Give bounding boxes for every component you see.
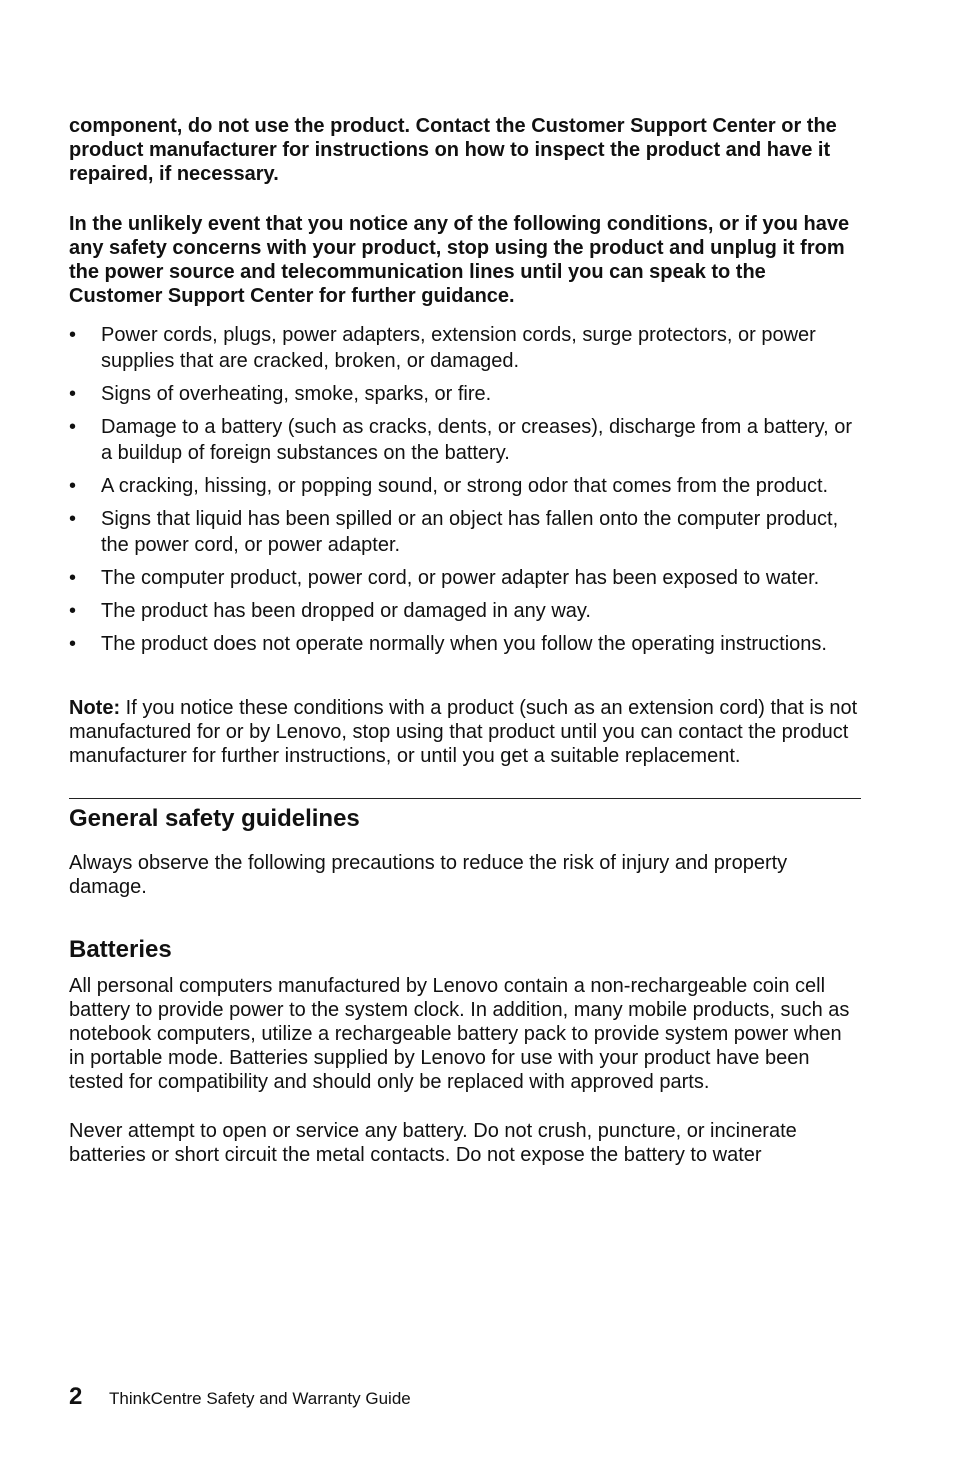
list-item — [69, 631, 861, 657]
list-item — [69, 506, 861, 558]
conditions-list — [69, 322, 861, 657]
page-footer — [69, 1383, 411, 1411]
list-item-text: Signs that liquid has been spilled or an object has fallen onto the computer product, the power cord, or power adapter. — [101, 508, 839, 556]
list-item — [69, 598, 861, 624]
bullet-icon: • — [69, 324, 77, 346]
batteries-paragraph-1: All personal computers manufactured by Lenovo contain a non-rechargeable coin cell battery to provide power to the system clock. In addition, many mobile products, such as notebook computers, utilize a rechargeable battery pack to provide system power when in portable mode. Batteries supplied by Lenovo for use with your product have been tested for compatibility and should only be replaced with approved parts. — [69, 975, 850, 1093]
bullet-icon: • — [69, 475, 77, 497]
bullet-icon: • — [69, 383, 77, 405]
note-text: If you notice these conditions with a product (such as an extension cord) that is not manufactured for or by Lenovo, stop using that product until you can contact the product manufacturer for further instructions, or until you get a suitable replacement. — [69, 697, 858, 767]
general-safety-heading: General safety guidelines — [69, 805, 360, 832]
list-item-text: The computer product, power cord, or power adapter has been exposed to water. — [101, 567, 820, 589]
intro-paragraph-1: component, do not use the product. Contact the Customer Support Center or the product manufacturer for instructions on how to inspect the product and have it repaired, if necessary. — [69, 115, 837, 185]
list-item — [69, 414, 861, 466]
list-item-text: Power cords, plugs, power adapters, extension cords, surge protectors, or power supplies that are cracked, broken, or damaged. — [101, 324, 816, 372]
list-item-text: Damage to a battery (such as cracks, dents, or creases), discharge from a battery, or a buildup of foreign substances on the battery. — [101, 416, 853, 464]
page-number: 2 — [69, 1383, 83, 1410]
bullet-icon: • — [69, 633, 77, 655]
note-paragraph — [69, 696, 861, 768]
note-label: Note: — [69, 697, 121, 719]
list-item-text: A cracking, hissing, or popping sound, or strong odor that comes from the product. — [101, 475, 829, 497]
bullet-icon: • — [69, 416, 77, 438]
batteries-heading: Batteries — [69, 936, 172, 963]
list-item — [69, 565, 861, 591]
list-item — [69, 322, 861, 374]
list-item — [69, 381, 861, 407]
list-item-text: The product does not operate normally when you follow the operating instructions. — [101, 633, 827, 655]
intro-paragraph-2: In the unlikely event that you notice any of the following conditions, or if you have any safety concerns with your product, stop using the product and unplug it from the power source and telecommunication lines until you can speak to the Customer Support Center for further guidance. — [69, 213, 850, 307]
general-safety-text: Always observe the following precautions to reduce the risk of injury and property damage. — [69, 852, 788, 898]
document-title: ThinkCentre Safety and Warranty Guide — [109, 1389, 411, 1408]
list-item-text: Signs of overheating, smoke, sparks, or fire. — [101, 383, 492, 405]
page-content — [69, 114, 861, 1167]
bullet-icon: • — [69, 600, 77, 622]
batteries-paragraph-2: Never attempt to open or service any battery. Do not crush, puncture, or incinerate batteries or short circuit the metal contacts. Do not expose the battery to water — [69, 1120, 797, 1166]
list-item — [69, 473, 861, 499]
list-item-text: The product has been dropped or damaged in any way. — [101, 600, 591, 622]
section-divider — [69, 798, 861, 799]
bullet-icon: • — [69, 567, 77, 589]
bullet-icon: • — [69, 508, 77, 530]
